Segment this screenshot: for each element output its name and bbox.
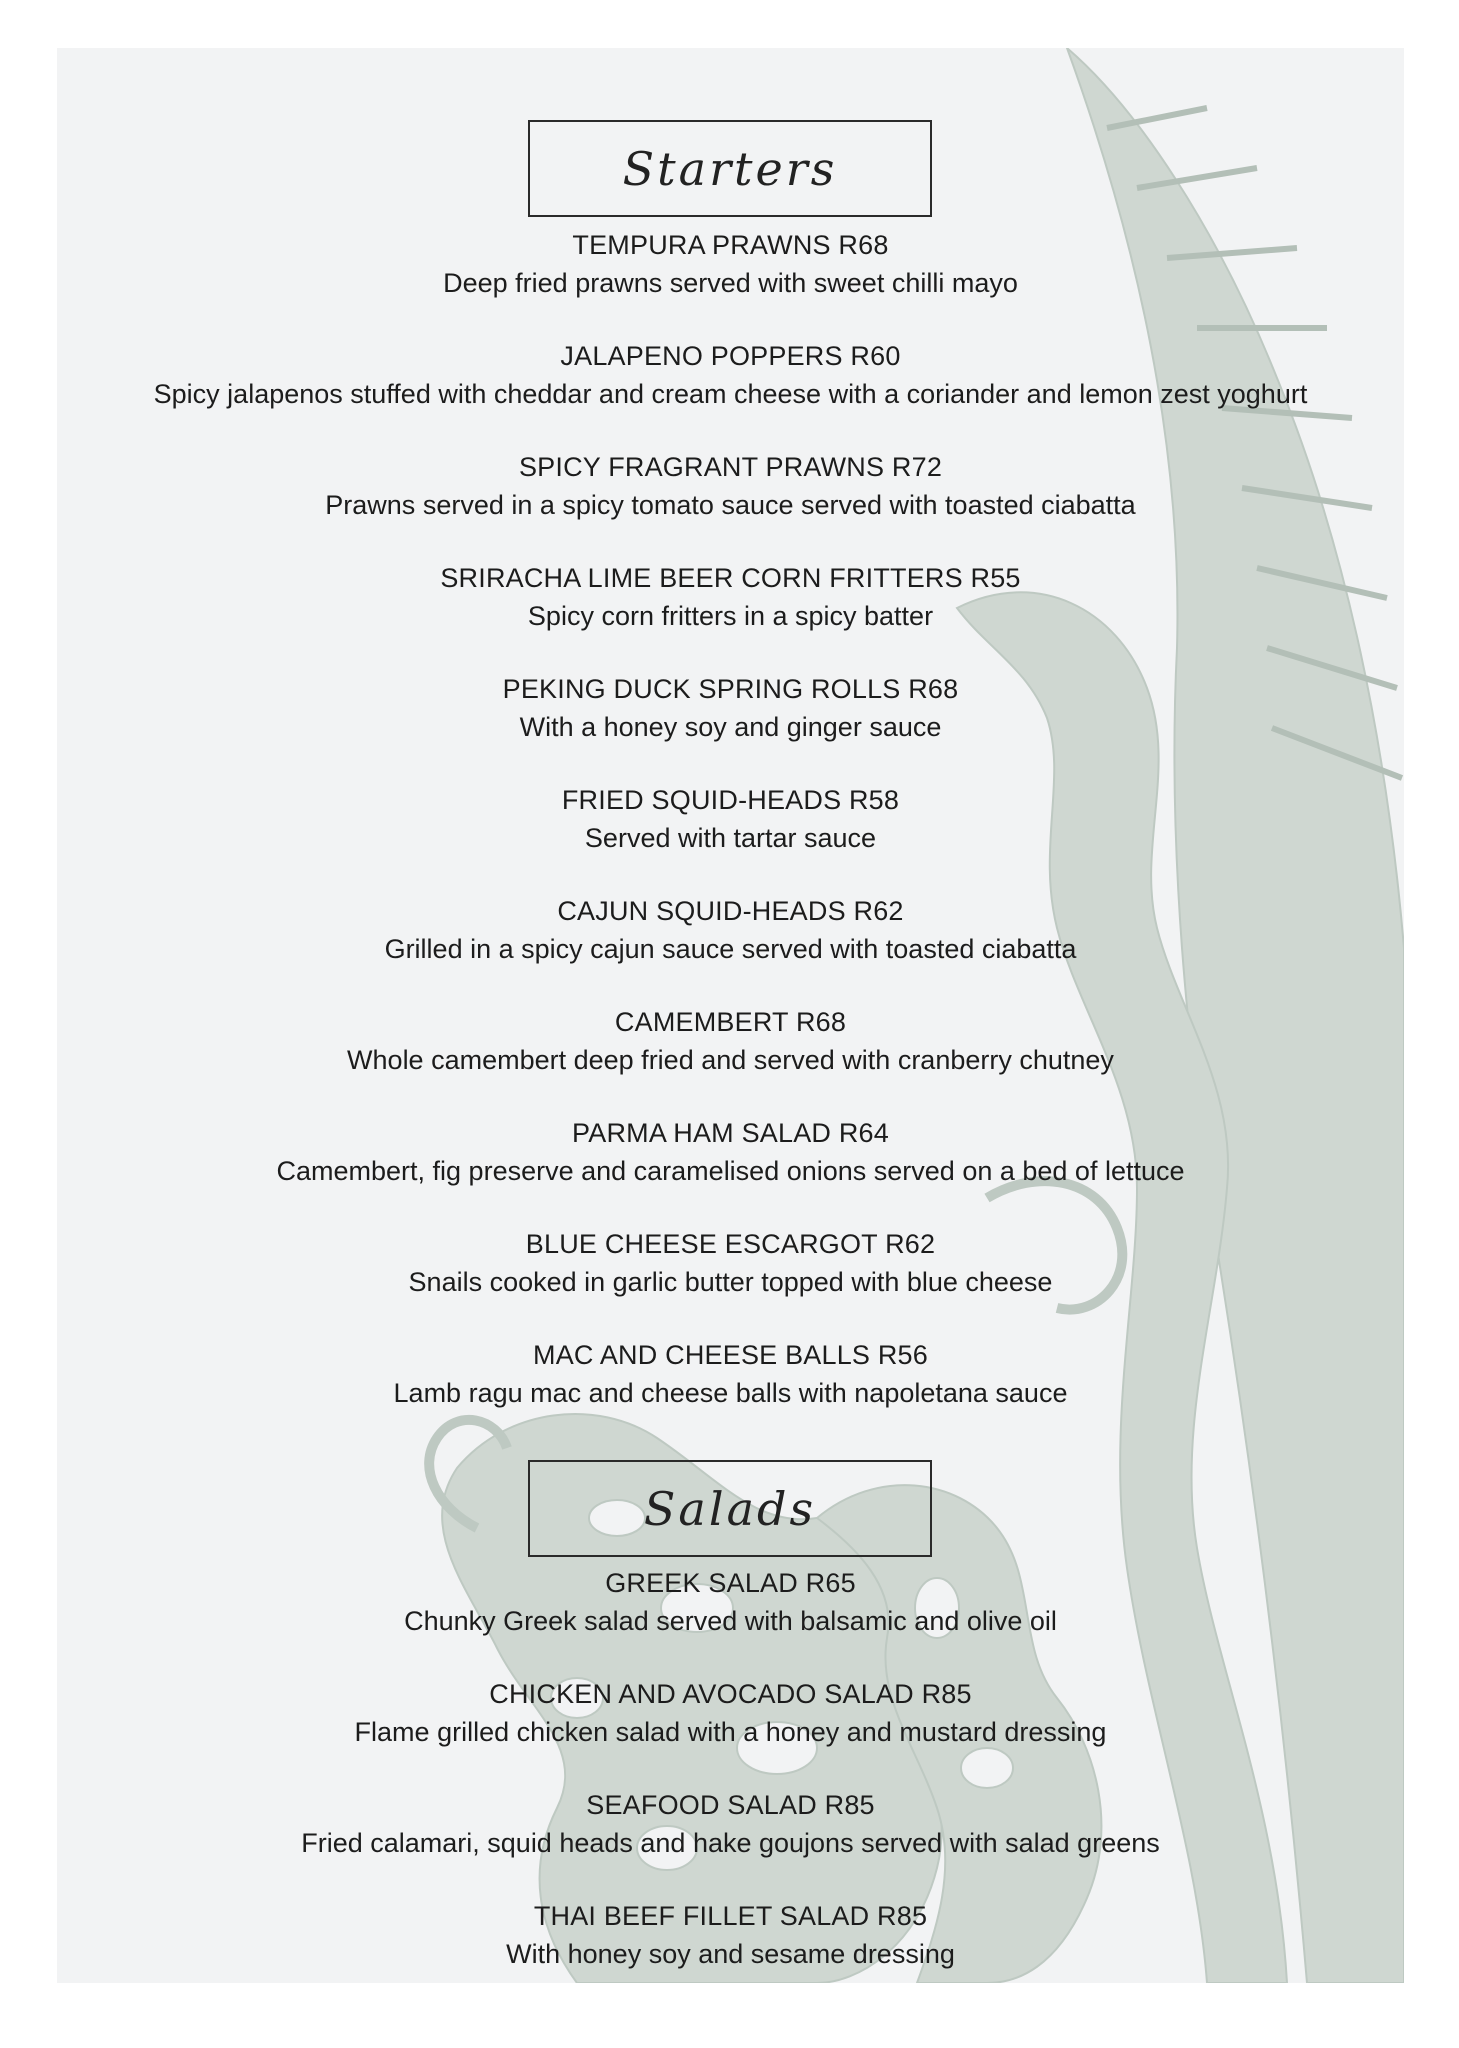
menu-item [57, 781, 1404, 857]
menu-item [57, 1786, 1404, 1862]
menu-item-name: JALAPENO POPPERS R60 [560, 341, 901, 371]
menu-item [57, 1675, 1404, 1751]
menu-item-description: Spicy corn fritters in a spicy batter [527, 601, 934, 631]
starters-heading: Starters [622, 141, 838, 196]
menu-page [57, 48, 1404, 1983]
menu-item-name: CAJUN SQUID-HEADS R62 [557, 896, 904, 926]
menu-item [57, 448, 1404, 524]
menu-item-name: GREEK SALAD R65 [605, 1568, 856, 1598]
menu-item-description: Chunky Greek salad served with balsamic and olive oil [404, 1606, 1057, 1636]
menu-item-description: Whole camembert deep fried and served with cranberry chutney [347, 1045, 1114, 1075]
menu-item-name: PARMA HAM SALAD R64 [572, 1118, 889, 1148]
menu-item-name: CHICKEN AND AVOCADO SALAD R85 [489, 1679, 972, 1709]
salads-heading: Salads [643, 1481, 817, 1536]
menu-item-name: SEAFOOD SALAD R85 [586, 1790, 875, 1820]
menu-item-description: With honey soy and sesame dressing [506, 1939, 955, 1969]
menu-item-name: FRIED SQUID-HEADS R58 [561, 785, 900, 815]
menu-item [57, 1003, 1404, 1079]
salads-heading-box [528, 1460, 932, 1557]
menu-item-name: SPICY FRAGRANT PRAWNS R72 [518, 452, 943, 482]
menu-item [57, 1114, 1404, 1190]
menu-item-description: Camembert, fig preserve and caramelised onions served on a bed of lettuce [276, 1156, 1185, 1186]
starters-heading-box [528, 120, 932, 217]
menu-item [57, 559, 1404, 635]
menu-content [57, 48, 1404, 1983]
menu-item-description: Snails cooked in garlic butter topped with blue cheese [408, 1267, 1053, 1297]
menu-item-description: Flame grilled chicken salad with a honey and mustard dressing [354, 1717, 1107, 1747]
menu-item-description: Grilled in a spicy cajun sauce served with toasted ciabatta [384, 934, 1077, 964]
menu-item-description: Prawns served in a spicy tomato sauce served with toasted ciabatta [325, 490, 1136, 520]
menu-item-description: Fried calamari, squid heads and hake goujons served with salad greens [301, 1828, 1160, 1858]
menu-item-description: Deep fried prawns served with sweet chilli mayo [443, 268, 1018, 298]
menu-item-name: SRIRACHA LIME BEER CORN FRITTERS R55 [440, 563, 1021, 593]
menu-item [57, 226, 1404, 302]
menu-item-name: PEKING DUCK SPRING ROLLS R68 [502, 674, 959, 704]
menu-item-description: Lamb ragu mac and cheese balls with napoletana sauce [393, 1378, 1068, 1408]
menu-item-description: Served with tartar sauce [584, 823, 877, 853]
menu-item [57, 1225, 1404, 1301]
menu-item-name: TEMPURA PRAWNS R68 [572, 230, 889, 260]
menu-item-name: BLUE CHEESE ESCARGOT R62 [525, 1229, 936, 1259]
menu-item [57, 670, 1404, 746]
menu-item [57, 1897, 1404, 1973]
menu-item-description: Spicy jalapenos stuffed with cheddar and cream cheese with a coriander and lemon zest yoghurt [153, 379, 1308, 409]
menu-item [57, 1336, 1404, 1412]
menu-item-description: With a honey soy and ginger sauce [519, 712, 942, 742]
menu-item-name: CAMEMBERT R68 [614, 1007, 847, 1037]
menu-item [57, 1564, 1404, 1640]
menu-item-name: MAC AND CHEESE BALLS R56 [533, 1340, 928, 1370]
menu-item-name: THAI BEEF FILLET SALAD R85 [533, 1901, 928, 1931]
menu-item [57, 892, 1404, 968]
menu-item [57, 337, 1404, 413]
